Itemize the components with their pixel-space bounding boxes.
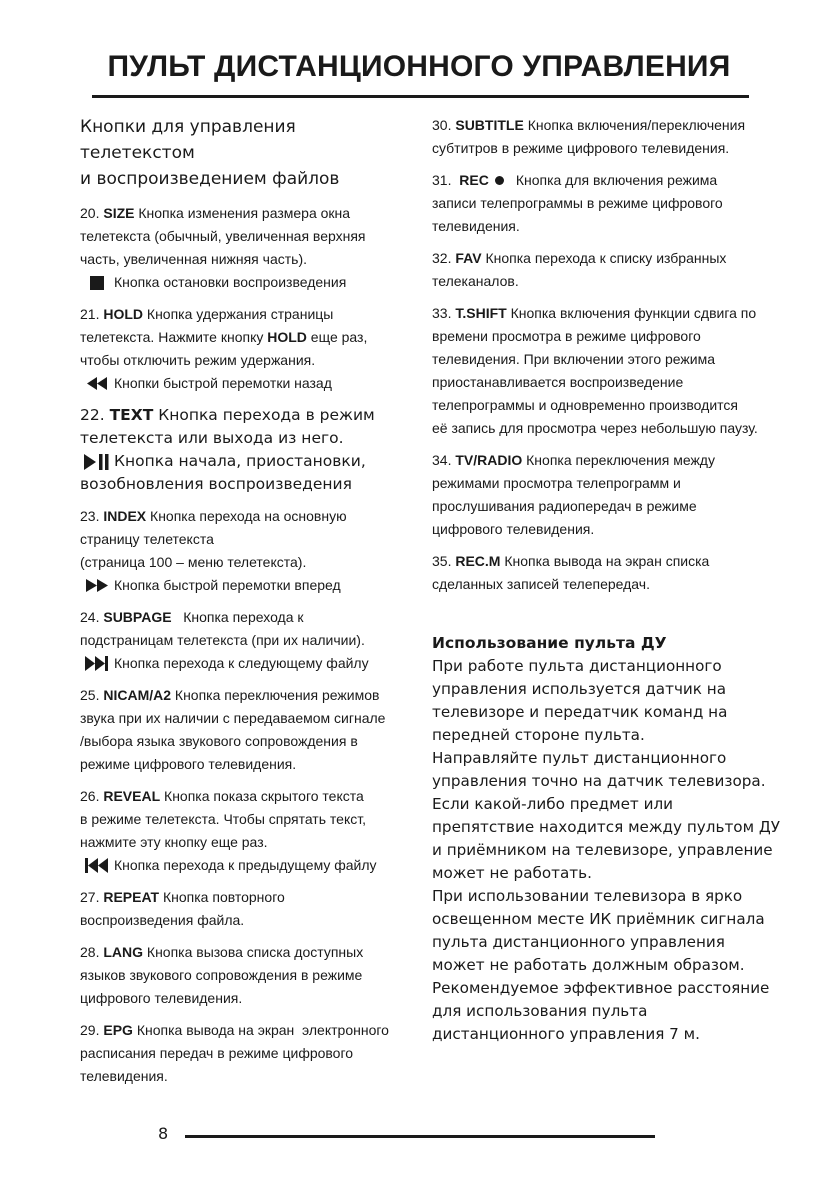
key-name: REC — [459, 172, 489, 188]
usage-body — [432, 655, 780, 1046]
entry-lang — [80, 941, 400, 1010]
entry-text: Кнопка перехода к — [171, 609, 304, 625]
entry-nicam — [80, 684, 400, 776]
entry-line: телевидения. При включении этого режима — [432, 351, 716, 367]
usage-line: для использования пульта — [432, 1002, 648, 1020]
entry-fav — [432, 247, 772, 293]
entry-line: языков звукового сопровождения в режиме — [80, 967, 363, 983]
entry-number: 29. — [80, 1022, 104, 1038]
entry-line: расписания передач в режиме цифрового — [80, 1045, 354, 1061]
entry-number: 25. — [80, 687, 104, 703]
entry-number: 24. — [80, 609, 104, 625]
entry-text: Кнопка включения функции сдвига по — [506, 305, 757, 321]
stop-icon — [80, 273, 114, 293]
key-name: INDEX — [103, 508, 147, 524]
entry-text: Кнопка удержания страницы — [143, 306, 334, 322]
entry-size — [80, 202, 400, 294]
entry-number: 33. — [432, 305, 456, 321]
key-name: FAV — [455, 250, 482, 266]
entry-text: Кнопка для включения режима — [515, 172, 718, 188]
entry-number: 30. — [432, 117, 456, 133]
key-name: T.SHIFT — [455, 305, 507, 321]
entry-line: подстраницам телетекста (при их наличии). — [80, 632, 365, 648]
usage-line: передней стороне пульта. — [432, 726, 645, 744]
symbol-row-previous-file — [80, 854, 400, 877]
entry-number: 34. — [432, 452, 456, 468]
entry-line: цифрового телевидения. — [432, 521, 595, 537]
entry-text: Кнопка показа скрытого текста — [160, 788, 364, 804]
key-name: NICAM/A2 — [103, 687, 172, 703]
usage-line: и приёмником на телевизоре, управление — [432, 841, 773, 859]
symbol-description: Кнопка начала, приостановки, — [114, 452, 366, 470]
entry-line: воспроизведения файла. — [80, 912, 245, 928]
entry-line: возобновления воспроизведения — [80, 475, 352, 493]
key-name: TV/RADIO — [455, 452, 523, 468]
symbol-row-fast-forward — [80, 574, 400, 597]
entry-line: сделанных записей телепередач. — [432, 576, 650, 592]
entry-line: чтобы отключить режим удержания. — [80, 352, 316, 368]
entry-line: звука при их наличии с передаваемом сигнале — [80, 710, 386, 726]
key-name: REVEAL — [103, 788, 161, 804]
entry-number: 32. — [432, 250, 456, 266]
usage-line: может не работать должным образом. — [432, 956, 745, 974]
key-name: SUBPAGE — [103, 609, 172, 625]
entry-subpage — [80, 606, 400, 675]
page-title: ПУЛЬТ ДИСТАНЦИОННОГО УПРАВЛЕНИЯ — [107, 50, 731, 83]
fast-forward-icon — [80, 576, 114, 596]
usage-line: Рекомендуемое эффективное расстояние — [432, 979, 770, 997]
entry-number: 21. — [80, 306, 104, 322]
symbol-row-play-pause — [80, 450, 400, 473]
skip-previous-icon — [80, 856, 114, 876]
usage-line: телевизоре и передатчик команд на — [432, 703, 728, 721]
usage-line: освещенном месте ИК приёмник сигнала — [432, 910, 765, 928]
entry-number: 28. — [80, 944, 104, 960]
symbol-row-stop — [80, 271, 400, 294]
key-name: REC.M — [455, 553, 501, 569]
entry-line: цифрового телевидения. — [80, 990, 243, 1006]
page-number: 8 — [158, 1124, 169, 1143]
usage-line: препятствие находится между пультом ДУ — [432, 818, 780, 836]
entry-line: телетекста (обычный, увеличенная верхняя — [80, 228, 366, 244]
footer-divider — [185, 1135, 655, 1138]
usage-line: Направляйте пульт дистанционного — [432, 749, 727, 767]
key-name: HOLD — [267, 329, 307, 345]
usage-line: При использовании телевизора в ярко — [432, 887, 743, 905]
entry-epg — [80, 1019, 400, 1088]
entry-repeat — [80, 886, 400, 932]
entry-number: 20. — [80, 205, 104, 221]
entry-text: Кнопка изменения размера окна — [134, 205, 351, 221]
entry-subtitle — [432, 114, 772, 160]
entry-line: страницу телетекста — [80, 531, 214, 547]
symbol-description: Кнопка остановки воспроизведения — [114, 274, 347, 290]
entry-reveal — [80, 785, 400, 877]
symbol-row-rewind — [80, 372, 400, 395]
key-name: TEXT — [109, 406, 154, 424]
entry-tshift — [432, 302, 772, 440]
entry-text: Кнопка переключения между — [522, 452, 715, 468]
entry-number: 26. — [80, 788, 104, 804]
entry-line: режимами просмотра телепрограмм и — [432, 475, 681, 491]
key-name: SUBTITLE — [455, 117, 524, 133]
entry-line: телетекста или выхода из него. — [80, 429, 344, 447]
entry-text: Кнопка вывода на экран списка — [500, 553, 710, 569]
entry-line: телевидения. — [432, 218, 520, 234]
entry-line: приостанавливается воспроизведение — [432, 374, 684, 390]
entry-line: в режиме телетекста. Чтобы спрятать текст, — [80, 811, 366, 827]
entry-line: субтитров в режиме цифрового телевидения. — [432, 140, 730, 156]
key-name: REPEAT — [103, 889, 160, 905]
entry-index — [80, 505, 400, 597]
entry-line: (страница 100 – меню телетекста). — [80, 554, 307, 570]
entry-line: времени просмотра в режиме цифрового — [432, 328, 701, 344]
usage-line: может не работать. — [432, 864, 592, 882]
entry-line: режиме цифрового телевидения. — [80, 756, 297, 772]
usage-line: Если какой-либо предмет или — [432, 795, 674, 813]
entry-text-key — [80, 404, 400, 496]
usage-line: управления используется датчик на — [432, 680, 727, 698]
entry-tv-radio — [432, 449, 772, 541]
entry-line: телевидения. — [80, 1068, 168, 1084]
entry-rec-m — [432, 550, 772, 596]
section-heading — [80, 114, 400, 192]
heading-line: Кнопки для управления телетекстом — [80, 117, 296, 163]
key-name: EPG — [103, 1022, 133, 1038]
key-name: SIZE — [103, 205, 135, 221]
entry-number: 35. — [432, 553, 456, 569]
entry-line: прослушивания радиопередач в режиме — [432, 498, 697, 514]
entry-hold — [80, 303, 400, 395]
entry-text: Кнопка повторного — [159, 889, 285, 905]
entry-text: телетекста. Нажмите кнопку — [80, 329, 268, 345]
symbol-row-next-file — [80, 652, 400, 675]
entry-text: Кнопка перехода к списку избранных — [481, 250, 727, 266]
left-column — [80, 114, 400, 1097]
usage-line: дистанционного управления 7 м. — [432, 1025, 700, 1043]
entry-line: телепрограммы и одновременно производится — [432, 397, 738, 413]
entry-line: часть, увеличенная нижняя часть). — [80, 251, 307, 267]
entry-line: записи телепрограммы в режиме цифрового — [432, 195, 723, 211]
symbol-description: Кнопка быстрой перемотки вперед — [114, 577, 341, 593]
entry-text: еще раз, — [306, 329, 368, 345]
entry-line: нажмите эту кнопку еще раз. — [80, 834, 268, 850]
play-pause-icon — [80, 452, 114, 472]
right-column — [432, 114, 780, 1046]
symbol-description: Кнопка перехода к следующему файлу — [114, 655, 369, 671]
entry-text: Кнопка вывода на экран электронного — [132, 1022, 389, 1038]
title-divider — [92, 95, 749, 98]
key-name: HOLD — [103, 306, 144, 322]
usage-line: пульта дистанционного управления — [432, 933, 725, 951]
entry-number: 22. — [80, 406, 110, 424]
key-name: LANG — [103, 944, 144, 960]
usage-heading: Использование пульта ДУ — [432, 634, 667, 652]
entry-number: 27. — [80, 889, 104, 905]
entry-text: Кнопка перехода на основную — [146, 508, 347, 524]
heading-line: и воспроизведением файлов — [80, 169, 340, 189]
entry-line: /выбора языка звукового сопровождения в — [80, 733, 358, 749]
entry-text: Кнопка переключения режимов — [171, 687, 380, 703]
entry-rec — [432, 169, 772, 238]
symbol-description: Кнопка перехода к предыдущему файлу — [114, 857, 377, 873]
record-dot-icon — [495, 176, 504, 185]
symbol-description: Кнопки быстрой перемотки назад — [114, 375, 332, 391]
rewind-icon — [80, 374, 114, 394]
entry-line: её запись для просмотра через небольшую паузу. — [432, 420, 758, 436]
skip-next-icon — [80, 654, 114, 674]
entry-text: Кнопка вызова списка доступных — [143, 944, 364, 960]
usage-line: управления точно на датчик телевизора. — [432, 772, 766, 790]
entry-number: 23. — [80, 508, 104, 524]
entry-text: Кнопка перехода в режим — [153, 406, 375, 424]
entry-line: телеканалов. — [432, 273, 519, 289]
entry-text: Кнопка включения/переключения — [523, 117, 746, 133]
usage-line: При работе пульта дистанционного — [432, 657, 722, 675]
entry-number: 31. — [432, 172, 460, 188]
